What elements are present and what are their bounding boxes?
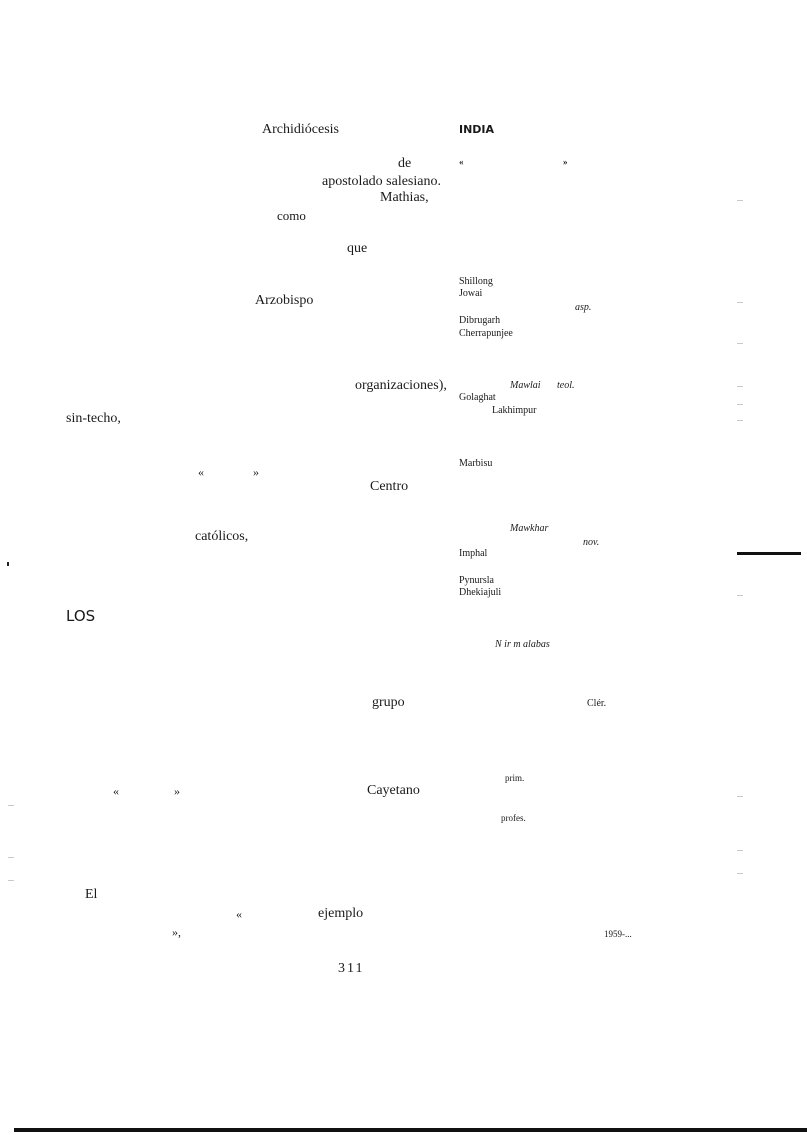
quote-close-1: » xyxy=(253,465,259,479)
word-grupo: grupo xyxy=(372,695,405,710)
margin-tick xyxy=(737,850,743,851)
word-ejemplo: ejemplo xyxy=(318,906,364,921)
section-heading-india: INDIA xyxy=(459,123,495,136)
word-cayetano: Cayetano xyxy=(367,783,420,798)
margin-tick xyxy=(737,796,743,797)
margin-tick xyxy=(8,880,14,881)
word-sin-techo: sin-techo, xyxy=(66,411,121,426)
abbr-profes: profes. xyxy=(501,813,526,823)
years-range: 1959-... xyxy=(604,929,632,939)
quote-open-1: « xyxy=(198,465,204,479)
abbr-prim: prim. xyxy=(505,773,525,783)
margin-tick xyxy=(737,386,743,387)
place-imphal: Imphal xyxy=(459,548,488,559)
word-mathias: Mathias, xyxy=(380,190,429,205)
place-mawkhar: Mawkhar xyxy=(510,523,549,534)
margin-tick xyxy=(737,873,743,874)
place-dibrugarh: Dibrugarh xyxy=(459,315,501,326)
place-marbisu: Marbisu xyxy=(459,458,493,469)
margin-tick xyxy=(737,343,743,344)
quote-open-3: « xyxy=(236,907,242,921)
margin-tick xyxy=(737,595,743,596)
quote-close-2: » xyxy=(174,784,180,798)
quote-open-right: « xyxy=(459,157,464,167)
place-dhekiajuli: Dhekiajuli xyxy=(459,587,502,598)
abbr-nov: nov. xyxy=(583,537,600,548)
margin-tick xyxy=(737,200,743,201)
margin-tick xyxy=(737,404,743,405)
quote-open-2: « xyxy=(113,784,119,798)
place-nirmalabas: N ir m alabas xyxy=(495,639,550,650)
place-shillong: Shillong xyxy=(459,276,493,287)
place-lakhimpur: Lakhimpur xyxy=(492,405,537,416)
word-archidiocesis: Archidiócesis xyxy=(262,122,339,137)
word-que: que xyxy=(347,241,368,256)
abbr-teol: teol. xyxy=(557,380,575,391)
place-golaghat: Golaghat xyxy=(459,392,496,403)
quote-close-3: », xyxy=(172,925,181,939)
word-los: LOS xyxy=(66,607,96,625)
abbr-asp: asp. xyxy=(575,302,592,313)
word-como: como xyxy=(277,208,306,223)
margin-tick xyxy=(737,420,743,421)
word-el: El xyxy=(85,887,98,902)
place-pynursla: Pynursla xyxy=(459,575,494,586)
abbr-cler: Clér. xyxy=(587,698,607,709)
page-number: 311 xyxy=(338,961,365,976)
margin-tick xyxy=(8,805,14,806)
margin-tick xyxy=(8,857,14,858)
word-de: de xyxy=(398,156,412,171)
margin-rule xyxy=(737,552,801,555)
word-arzobispo: Arzobispo xyxy=(255,293,314,308)
word-catolicos: católicos, xyxy=(195,529,249,544)
margin-mark xyxy=(7,562,9,566)
word-apostolado: apostolado salesiano. xyxy=(322,174,441,189)
place-mawlai: Mawlai xyxy=(510,380,541,391)
word-organizaciones: organizaciones), xyxy=(355,378,447,393)
place-jowai: Jowai xyxy=(459,288,483,299)
margin-tick xyxy=(737,302,743,303)
quote-close-right: » xyxy=(563,157,568,167)
word-centro: Centro xyxy=(370,479,409,494)
place-cherrapunjee: Cherrapunjee xyxy=(459,328,513,339)
bottom-rule xyxy=(14,1128,807,1132)
